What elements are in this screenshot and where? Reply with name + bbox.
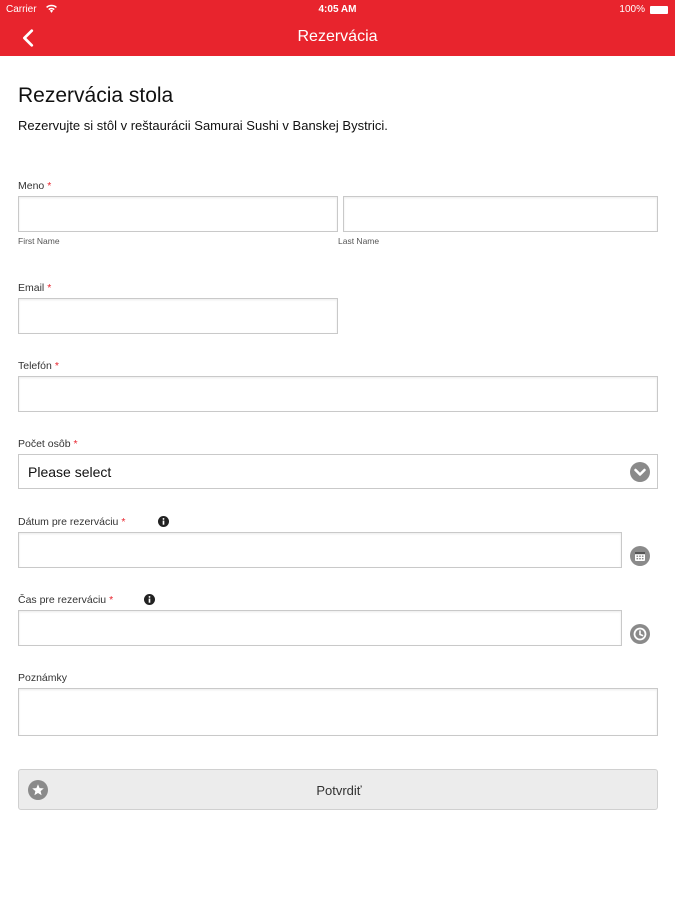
chevron-down-icon [630, 462, 650, 482]
email-field[interactable] [18, 298, 338, 334]
nav-bar [0, 20, 675, 56]
clock-icon[interactable] [630, 624, 650, 644]
email-label [18, 282, 51, 294]
phone-field[interactable] [18, 376, 658, 412]
calendar-icon[interactable] [630, 546, 650, 566]
name-label [18, 180, 51, 192]
phone-label-text: Telefón [18, 360, 52, 372]
required-mark: * [54, 360, 59, 372]
status-bar [0, 0, 675, 20]
last-name-sublabel: Last Name [338, 236, 380, 246]
last-name-input[interactable] [343, 196, 658, 232]
confirm-button[interactable] [18, 769, 658, 810]
notes-label: Poznámky [18, 672, 68, 684]
required-mark: * [109, 594, 114, 606]
date-label [18, 516, 125, 528]
name-label-text: Meno [18, 180, 45, 192]
email-label-text: Email [18, 282, 45, 294]
guests-label-text: Počet osôb [18, 438, 71, 450]
time-label-text: Čas pre rezerváciu [18, 594, 107, 606]
required-mark: * [47, 180, 52, 192]
phone-label [18, 360, 59, 372]
carrier-label: Carrier [6, 4, 37, 15]
first-name-sublabel: First Name [18, 236, 60, 246]
page-subtitle: Rezervujte si stôl v reštaurácii Samurai Sushi v Banskej Bystrici. [18, 118, 388, 133]
clock: 4:05 AM [318, 4, 357, 15]
guests-select[interactable] [18, 454, 658, 489]
time-field[interactable] [18, 610, 622, 646]
info-icon[interactable] [144, 594, 155, 605]
nav-title: Rezervácia [297, 28, 378, 45]
battery-icon [650, 6, 668, 14]
confirm-button-label: Potvrdiť [316, 783, 362, 798]
battery-percent: 100% [619, 4, 645, 15]
notes-textarea[interactable] [18, 688, 658, 736]
required-mark: * [47, 282, 52, 294]
first-name-input[interactable] [18, 196, 338, 232]
guests-label [18, 438, 78, 450]
required-mark: * [121, 516, 126, 528]
required-mark: * [73, 438, 78, 450]
date-label-text: Dátum pre rezerváciu [18, 516, 119, 528]
guests-select-value: Please select [28, 464, 112, 480]
page-title: Rezervácia stola [18, 84, 174, 107]
time-label [18, 594, 113, 606]
date-field[interactable] [18, 532, 622, 568]
info-icon[interactable] [158, 516, 169, 527]
